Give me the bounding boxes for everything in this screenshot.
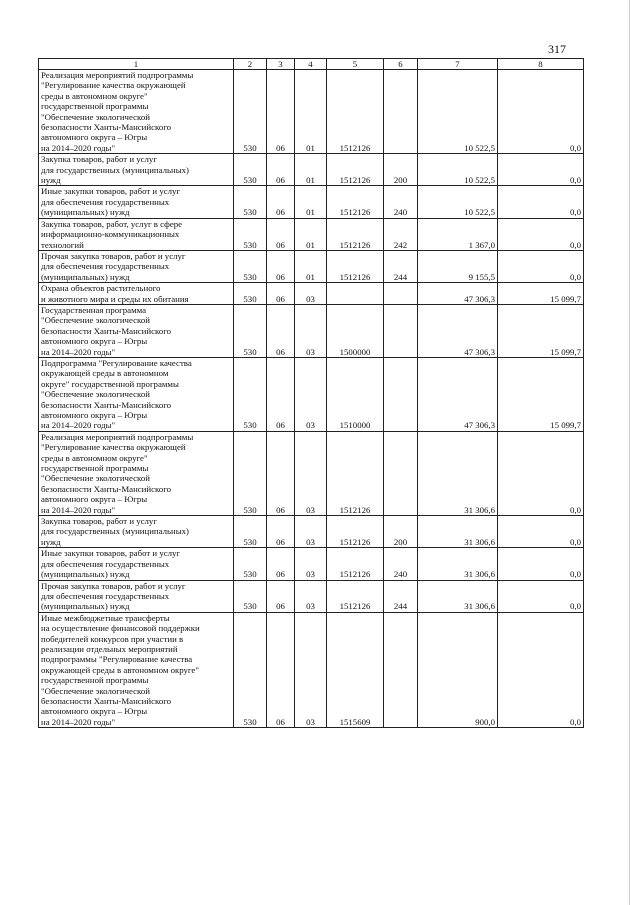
amount-cell: 31 306,6 [418,431,498,515]
table-row [39,283,584,305]
subsection-code-cell: 03 [295,357,327,431]
section-code-cell: 06 [267,250,295,282]
target-item-cell: 1512126 [327,548,384,580]
expense-type-cell: 240 [384,548,418,580]
section-code-cell: 06 [267,186,295,218]
subsection-code-cell: 01 [295,186,327,218]
amount-cell: 15 099,7 [498,283,584,305]
row-description: Иные межбюджетные трансферты на осуществление финансовой поддержки победителей конкурсов при участии в реализации отдельных мероприятий подпрограммы "Регулирование качества окружающей среды в автономном округе" государственной программы "Обеспечение экологической безопасности Ханты-Мансийского автономного округа – Югры на 2014–2020 годы" [39,612,234,727]
expense-type-cell: 200 [384,154,418,186]
column-header: 2 [234,59,267,70]
expense-type-cell [384,612,418,727]
target-item-cell: 1512126 [327,218,384,250]
section-code-cell: 06 [267,612,295,727]
table-row [39,548,584,580]
table-row [39,357,584,431]
amount-cell: 9 155,5 [418,250,498,282]
column-header: 1 [39,59,234,70]
admin-code-cell: 530 [234,431,267,515]
admin-code-cell: 530 [234,516,267,548]
table-row [39,70,584,154]
admin-code-cell: 530 [234,612,267,727]
column-header: 6 [384,59,418,70]
amount-cell: 0,0 [498,250,584,282]
subsection-code-cell: 03 [295,612,327,727]
amount-cell: 0,0 [498,186,584,218]
target-item-cell: 1512126 [327,154,384,186]
admin-code-cell: 530 [234,186,267,218]
column-header: 7 [418,59,498,70]
admin-code-cell: 530 [234,250,267,282]
row-description: Прочая закупка товаров, работ и услуг для обеспечения государственных (муниципальных) нужд [39,580,234,612]
row-description: Государственная программа "Обеспечение экологической безопасности Ханты-Мансийского автономного округа – Югры на 2014–2020 годы" [39,304,234,357]
column-header: 8 [498,59,584,70]
page-edge-line [629,0,630,905]
target-item-cell: 1512126 [327,580,384,612]
amount-cell: 15 099,7 [498,304,584,357]
expense-type-cell [384,70,418,154]
row-description: Подпрограмма "Регулирование качества окружающей среды в автономном округе" государственной программы "Обеспечение экологической безопасности Ханты-Мансийского автономного округа – Югры на 2014–2020 годы" [39,357,234,431]
row-description: Закупка товаров, работ и услуг для государственных (муниципальных) нужд [39,516,234,548]
admin-code-cell: 530 [234,70,267,154]
section-code-cell: 06 [267,580,295,612]
amount-cell: 0,0 [498,580,584,612]
target-item-cell [327,283,384,305]
subsection-code-cell: 03 [295,431,327,515]
row-description: Охрана объектов растительного и животного мира и среды их обитания [39,283,234,305]
expense-type-cell: 244 [384,250,418,282]
subsection-code-cell: 01 [295,218,327,250]
amount-cell: 10 522,5 [418,186,498,218]
amount-cell: 10 522,5 [418,154,498,186]
expense-type-cell [384,283,418,305]
expense-type-cell: 242 [384,218,418,250]
amount-cell: 31 306,6 [418,580,498,612]
amount-cell: 31 306,6 [418,548,498,580]
amount-cell: 1 367,0 [418,218,498,250]
target-item-cell: 1515609 [327,612,384,727]
table-row [39,516,584,548]
row-description: Прочая закупка товаров, работ и услуг для обеспечения государственных (муниципальных) нужд [39,250,234,282]
table-row [39,580,584,612]
amount-cell: 900,0 [418,612,498,727]
subsection-code-cell: 01 [295,70,327,154]
expense-type-cell [384,431,418,515]
row-description: Реализация мероприятий подпрограммы "Регулирование качества окружающей среды в автономном округе" государственной программы "Обеспечение экологической безопасности Ханты-Мансийского автономного округа – Югры на 2014–2020 годы" [39,70,234,154]
target-item-cell: 1510000 [327,357,384,431]
subsection-code-cell: 01 [295,154,327,186]
section-code-cell: 06 [267,154,295,186]
row-description: Иные закупки товаров, работ и услуг для обеспечения государственных (муниципальных) нужд [39,186,234,218]
table-row [39,218,584,250]
amount-cell: 0,0 [498,218,584,250]
column-header: 5 [327,59,384,70]
subsection-code-cell: 01 [295,250,327,282]
table-row [39,186,584,218]
expense-type-cell: 244 [384,580,418,612]
amount-cell: 31 306,6 [418,516,498,548]
target-item-cell: 1512126 [327,250,384,282]
expense-type-cell: 200 [384,516,418,548]
row-description: Реализация мероприятий подпрограммы "Регулирование качества окружающей среды в автономном округе" государственной программы "Обеспечение экологической безопасности Ханты-Мансийского автономного округа – Югры на 2014–2020 годы" [39,431,234,515]
amount-cell: 0,0 [498,154,584,186]
table-row [39,612,584,727]
amount-cell: 0,0 [498,548,584,580]
page-number: 317 [548,42,566,56]
admin-code-cell: 530 [234,154,267,186]
table-row [39,304,584,357]
section-code-cell: 06 [267,70,295,154]
subsection-code-cell: 03 [295,283,327,305]
expense-type-cell: 240 [384,186,418,218]
amount-cell: 0,0 [498,516,584,548]
row-description: Иные закупки товаров, работ и услуг для обеспечения государственных (муниципальных) нужд [39,548,234,580]
amount-cell: 0,0 [498,612,584,727]
column-header: 3 [267,59,295,70]
subsection-code-cell: 03 [295,580,327,612]
section-code-cell: 06 [267,283,295,305]
section-code-cell: 06 [267,548,295,580]
amount-cell: 47 306,3 [418,283,498,305]
admin-code-cell: 530 [234,283,267,305]
amount-cell: 47 306,3 [418,357,498,431]
target-item-cell: 1500000 [327,304,384,357]
row-description: Закупка товаров, работ и услуг для государственных (муниципальных) нужд [39,154,234,186]
budget-table [38,58,584,728]
subsection-code-cell: 03 [295,516,327,548]
target-item-cell: 1512126 [327,70,384,154]
row-description: Закупка товаров, работ, услуг в сфере информационно-коммуникационных технологий [39,218,234,250]
section-code-cell: 06 [267,431,295,515]
admin-code-cell: 530 [234,304,267,357]
expense-type-cell [384,304,418,357]
expense-type-cell [384,357,418,431]
target-item-cell: 1512126 [327,186,384,218]
admin-code-cell: 530 [234,548,267,580]
table-row [39,431,584,515]
admin-code-cell: 530 [234,357,267,431]
target-item-cell: 1512126 [327,431,384,515]
amount-cell: 15 099,7 [498,357,584,431]
amount-cell: 10 522,5 [418,70,498,154]
amount-cell: 0,0 [498,431,584,515]
admin-code-cell: 530 [234,218,267,250]
table-row [39,250,584,282]
section-code-cell: 06 [267,516,295,548]
table-row [39,154,584,186]
target-item-cell: 1512126 [327,516,384,548]
subsection-code-cell: 03 [295,304,327,357]
subsection-code-cell: 03 [295,548,327,580]
admin-code-cell: 530 [234,580,267,612]
section-code-cell: 06 [267,304,295,357]
amount-cell: 0,0 [498,70,584,154]
amount-cell: 47 306,3 [418,304,498,357]
column-header: 4 [295,59,327,70]
section-code-cell: 06 [267,218,295,250]
section-code-cell: 06 [267,357,295,431]
header-row [39,59,584,70]
